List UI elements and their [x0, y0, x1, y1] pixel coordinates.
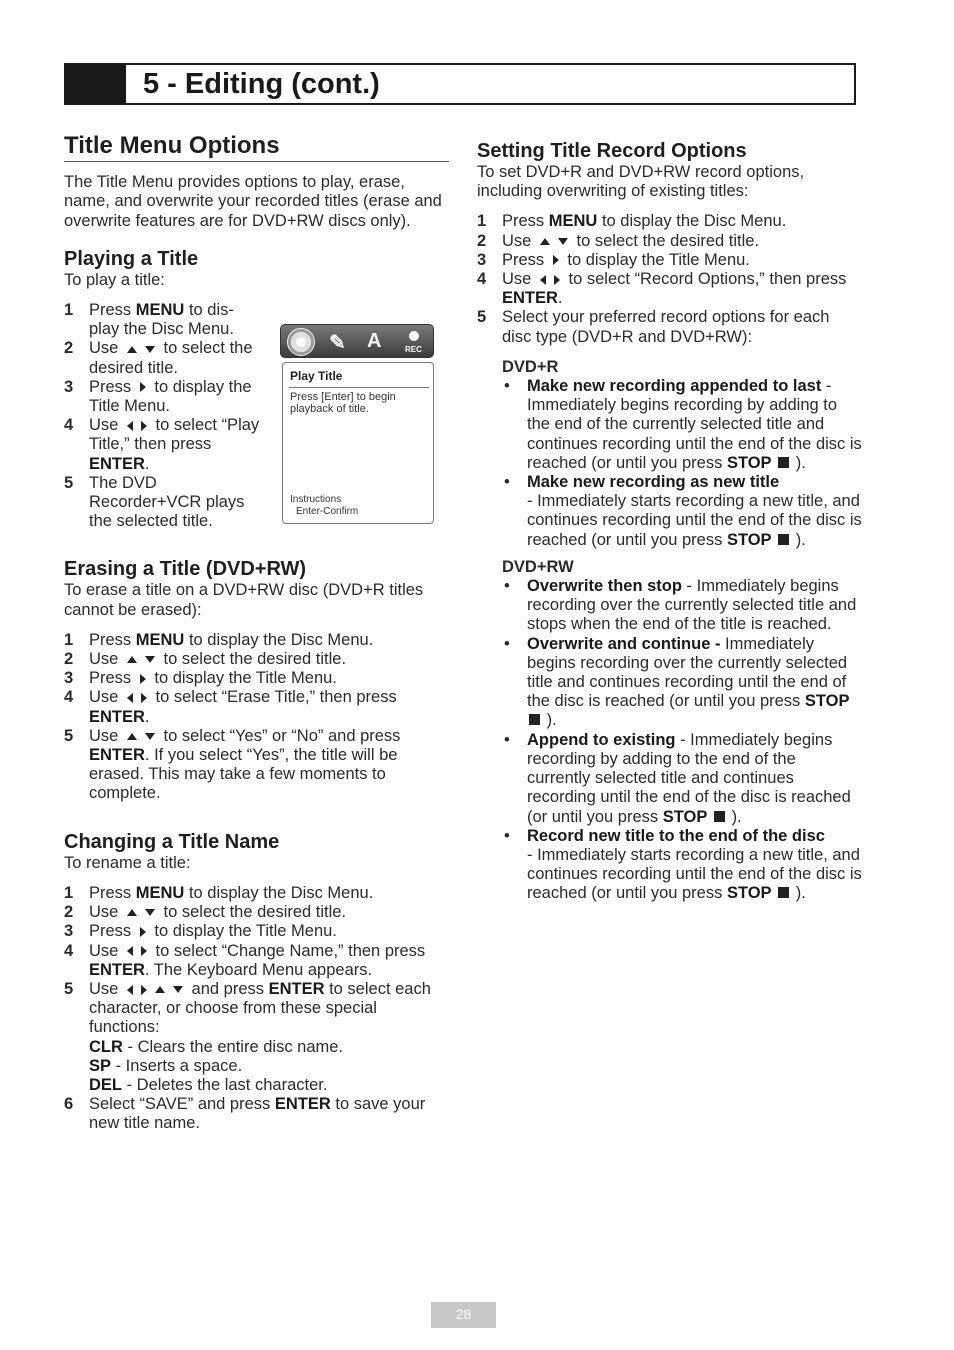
down-arrow-icon — [145, 733, 155, 740]
stop-icon — [778, 887, 789, 898]
down-arrow-icon — [145, 909, 155, 916]
option-record-end: • Record new title to the end of the disc - Immediately starts recording a new title, and continues recording until the end of the disc is reached (or until you press STOP ). — [504, 826, 862, 903]
playing-step-2: 2 Use to select the desired title. — [64, 339, 253, 377]
intro-text: The Title Menu provides options to play, erase, name, and overwrite your recorded titles (erase and overwrite features are for DVD+RW discs only). — [64, 173, 442, 230]
right-arrow-icon — [141, 421, 147, 431]
changing-lead: To rename a title: — [64, 853, 191, 872]
option-overwrite-continue: • Overwrite and continue - Immediately begins recording over the currently selected title and continues recording until the end of the disc is reached (or until you press STOP ). — [504, 634, 850, 730]
up-arrow-icon — [127, 909, 137, 916]
dvdrw-label: DVD+RW — [502, 557, 574, 576]
disc-icon — [287, 328, 315, 356]
erasing-step-2: 2 Use to select the desired title. — [64, 650, 347, 669]
left-arrow-icon — [127, 693, 133, 703]
page-title: 5 - Editing (cont.) — [143, 68, 380, 100]
right-arrow-icon — [553, 255, 559, 265]
changing-steps — [64, 884, 449, 1134]
osd-message: Press [Enter] to begin playback of title. — [290, 391, 396, 415]
rec-label: REC — [405, 345, 422, 354]
stop-icon — [778, 457, 789, 468]
down-arrow-icon — [173, 986, 183, 993]
right-column — [477, 139, 862, 904]
playing-heading: Playing a Title — [64, 247, 199, 270]
option-append-existing: • Append to existing - Immediately begins recording by adding to the end of the currently selected title and continues recording until the end of the disc is reached (or until you press STOP ). — [504, 730, 851, 826]
record-step-4: 4 Use to select “Record Options,” then press ENTER. — [477, 270, 847, 308]
section-header — [64, 63, 856, 105]
record-step-2: 2 Use to select the desired title. — [477, 231, 760, 250]
play-title-screen-illustration — [280, 324, 434, 524]
option-new-title: • Make new recording as new title - Immediately starts recording a new title, and continues recording until the end of the disc is reached (or until you press STOP ). — [504, 473, 862, 549]
section-title: Title Menu Options — [64, 136, 449, 162]
record-step-5: 5 Select your preferred record options for each disc type (DVD+R and DVD+RW): — [477, 308, 830, 346]
playing-step-3: 3 Press to display the Title Menu. — [64, 377, 252, 416]
left-column — [64, 132, 449, 1134]
osd-title: Play Title — [290, 369, 343, 383]
erasing-heading: Erasing a Title (DVD+RW) — [64, 558, 307, 581]
changing-step-4: 4 Use to select “Change Name,” then press ENTER. The Keyboard Menu appears. — [64, 941, 426, 979]
record-step-1: 1 Press MENU to display the Disc Menu. — [477, 212, 787, 231]
down-arrow-icon — [145, 346, 155, 353]
erasing-step-4: 4 Use to select “Erase Title,” then press ENTER. — [64, 688, 397, 726]
playing-step-4: 4 Use to select “Play Title,” then press ENTER. — [64, 416, 260, 473]
header-block — [66, 65, 126, 103]
up-arrow-icon — [127, 656, 137, 663]
option-append-last: • Make new recording appended to last - Immediately begins recording by adding to the end of the currently selected title and continues recording until the end of the disc is reached (or until you press STOP ). — [504, 377, 862, 472]
playing-steps — [64, 301, 264, 531]
erasing-step-1: 1 Press MENU to display the Disc Menu. — [64, 630, 374, 649]
stop-icon — [529, 714, 540, 725]
changing-heading: Changing a Title Name — [64, 830, 280, 853]
record-options-list — [477, 358, 862, 904]
osd-instructions: Instructions Enter-Confirm — [290, 494, 359, 517]
changing-step-5: 5 Use and press ENTER to select each character, or choose from these special functions: CLR - Clears the entire disc name. SP - Inserts a space. DEL - Deletes the last character. — [64, 979, 431, 1094]
left-arrow-icon — [127, 421, 133, 431]
stop-icon — [778, 534, 789, 545]
left-arrow-icon — [127, 946, 133, 956]
title-icon: A — [367, 330, 382, 352]
record-step-3: 3 Press to display the Title Menu. — [477, 250, 750, 269]
right-arrow-icon — [554, 275, 560, 285]
record-options-steps — [477, 212, 862, 346]
right-arrow-icon — [141, 985, 147, 995]
left-arrow-icon — [127, 985, 133, 995]
up-arrow-icon — [127, 346, 137, 353]
right-arrow-icon — [140, 927, 146, 937]
erasing-lead: To erase a title on a DVD+RW disc (DVD+R titles cannot be erased): — [64, 581, 424, 619]
osd-panel — [282, 362, 434, 524]
edit-icon: ✎ — [329, 332, 346, 354]
up-arrow-icon — [155, 986, 165, 993]
osd-divider — [289, 387, 429, 388]
down-arrow-icon — [558, 238, 568, 245]
erasing-step-5: 5 Use to select “Yes” or “No” and press ENTER. If you select “Yes”, the title will be erased. This may take a few moments to complete. — [64, 726, 401, 803]
right-arrow-icon — [140, 382, 146, 392]
changing-step-1: 1 Press MENU to display the Disc Menu. — [64, 883, 374, 902]
record-icon — [409, 331, 419, 341]
erasing-steps — [64, 631, 449, 804]
changing-step-2: 2 Use to select the desired title. — [64, 903, 347, 922]
page-number: 28 — [431, 1302, 496, 1328]
changing-step-3: 3 Press to display the Title Menu. — [64, 922, 337, 941]
right-arrow-icon — [140, 674, 146, 684]
dvdr-label: DVD+R — [502, 357, 559, 376]
changing-step-6: 6 Select “SAVE” and press ENTER to save your new title name. — [64, 1095, 426, 1133]
record-options-heading: Setting Title Record Options — [477, 140, 747, 162]
erasing-step-3: 3 Press to display the Title Menu. — [64, 669, 337, 688]
up-arrow-icon — [127, 733, 137, 740]
option-overwrite-stop: • Overwrite then stop - Immediately begins recording over the currently selected title and stops when the end of the title is reached. — [504, 577, 857, 634]
record-options-lead: To set DVD+R and DVD+RW record options, including overwriting of existing titles: — [477, 163, 805, 201]
right-arrow-icon — [141, 946, 147, 956]
stop-icon — [714, 811, 725, 822]
left-arrow-icon — [540, 275, 546, 285]
playing-step-1: 1 Press MENU to dis-play the Disc Menu. — [64, 301, 234, 339]
up-arrow-icon — [540, 238, 550, 245]
right-arrow-icon — [141, 693, 147, 703]
playing-step-5: 5 The DVD Recorder+VCR plays the selected title. — [64, 473, 245, 531]
down-arrow-icon — [145, 656, 155, 663]
playing-lead: To play a title: — [64, 270, 165, 289]
osd-icon-bar — [280, 324, 434, 358]
